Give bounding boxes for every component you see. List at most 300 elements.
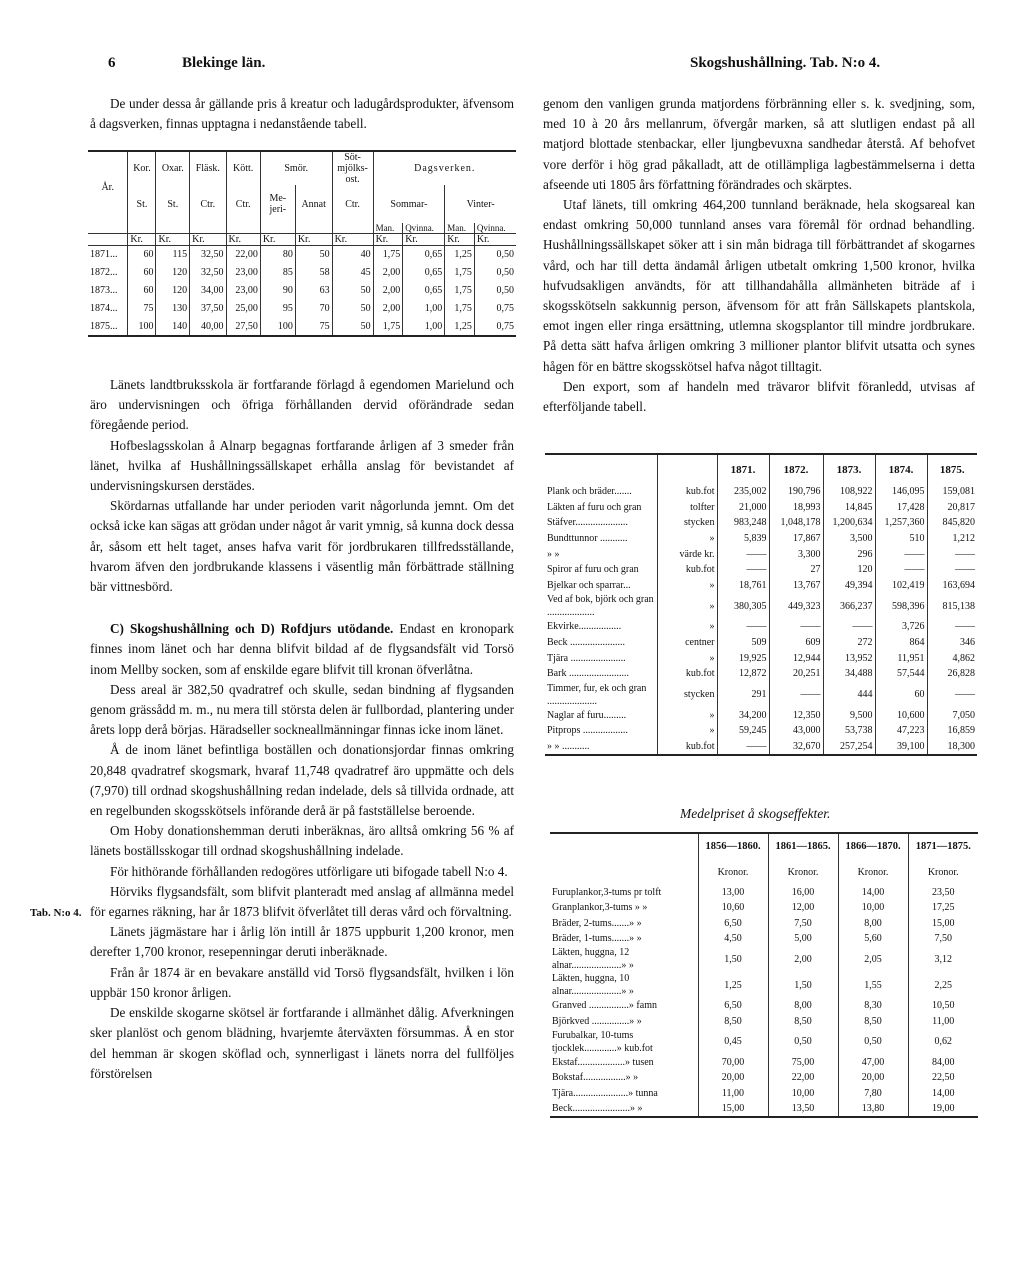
table-row bbox=[88, 246, 516, 264]
th-kr: Kr. bbox=[445, 234, 475, 246]
table-cell: 10,00 bbox=[838, 900, 908, 915]
th-mejeri: Me-jeri- bbox=[260, 185, 295, 223]
th-sotmjolk: Söt-mjölks-ost. bbox=[332, 151, 373, 185]
table-cell: 1,50 bbox=[698, 946, 768, 972]
row-label: Timmer, fur, ek och gran .................... bbox=[547, 682, 647, 707]
table-cell: 2,00 bbox=[373, 282, 403, 300]
row-label: Bokstaf.................» » bbox=[552, 1072, 639, 1084]
table-row bbox=[550, 946, 978, 972]
th-man-2: Man. bbox=[445, 223, 475, 234]
table-cell: 3,726 bbox=[875, 619, 927, 635]
row-unit: centner bbox=[657, 635, 717, 651]
table-cell: 25,00 bbox=[226, 300, 260, 318]
table-cell: 815,138 bbox=[927, 593, 977, 619]
table-cell: 2,00 bbox=[768, 946, 838, 972]
table-row bbox=[545, 708, 977, 724]
table-cell: 609 bbox=[769, 635, 823, 651]
table-cell: 5,60 bbox=[838, 931, 908, 946]
table-cell: 146,095 bbox=[875, 484, 927, 500]
table-row bbox=[550, 998, 978, 1013]
table-row bbox=[545, 739, 977, 756]
table-cell: 598,396 bbox=[875, 593, 927, 619]
table-cell: 8,50 bbox=[838, 1013, 908, 1028]
row-label: Granplankor,3-tums » » bbox=[552, 902, 648, 914]
row-label: Furubalkar, 10-tums tjocklek.............» kub.fot bbox=[552, 1029, 653, 1054]
period-1861-1865: 1861—1865. bbox=[768, 833, 838, 859]
table-cell: 102,419 bbox=[875, 578, 927, 594]
table-cell: 0,50 bbox=[474, 246, 516, 264]
paragraph-kronopark bbox=[90, 619, 514, 680]
table-cell: 140 bbox=[156, 318, 190, 336]
page-number: 6 bbox=[108, 55, 116, 71]
table-cell: —— bbox=[927, 619, 977, 635]
row-label: Björkved ...............» » bbox=[552, 1015, 642, 1027]
row-label: Tjära......................» tunna bbox=[552, 1087, 658, 1099]
table-cell: 7,50 bbox=[908, 931, 978, 946]
row-unit: kub.fot bbox=[657, 739, 717, 756]
table-cell: 17,867 bbox=[769, 531, 823, 547]
table-cell: 23,00 bbox=[226, 282, 260, 300]
year-1872: 1872. bbox=[769, 454, 823, 484]
table-cell: 14,845 bbox=[823, 500, 875, 516]
table-cell: 1,75 bbox=[373, 318, 403, 336]
left-running-title: Blekinge län. bbox=[182, 55, 266, 71]
th-kr: Kr. bbox=[403, 234, 445, 246]
row-unit: stycken bbox=[657, 682, 717, 708]
year-1874: 1874. bbox=[875, 454, 927, 484]
table-cell: 0,50 bbox=[838, 1029, 908, 1055]
table-cell: 7,050 bbox=[927, 708, 977, 724]
paragraph-svedjning: genom den vanligen grunda matjordens förbränning eller s. k. svedjning, som, med 10 à 20 års mellanrum, öfvergår marken, så att slutligen endast på all matjord blottade stenbackar, eller ljungbevuxna sandhedar återstå. Af behofvet vore derför i hög grad påkalladt, att de otillämpliga lagbestämmelserna i detta afseende uti 1805 års författning förändrades och skärptes. bbox=[543, 96, 975, 192]
export-table bbox=[545, 453, 977, 756]
table-cell: —— bbox=[717, 562, 769, 578]
table-row bbox=[88, 300, 516, 318]
table-cell: 20,00 bbox=[698, 1070, 768, 1085]
table-cell: —— bbox=[927, 562, 977, 578]
row-label: Ekvirke................. bbox=[547, 621, 622, 633]
table-cell: 39,100 bbox=[875, 739, 927, 756]
table-cell: 12,350 bbox=[769, 708, 823, 724]
row-unit: kub.fot bbox=[657, 484, 717, 500]
table-cell: 120 bbox=[823, 562, 875, 578]
table-cell: 34,00 bbox=[190, 282, 226, 300]
table-cell: 5,00 bbox=[768, 931, 838, 946]
table-cell: 10,600 bbox=[875, 708, 927, 724]
table-cell: 75 bbox=[295, 318, 332, 336]
table-cell: 11,00 bbox=[698, 1085, 768, 1100]
table-cell: 509 bbox=[717, 635, 769, 651]
table-cell: 22,50 bbox=[908, 1070, 978, 1085]
average-price-table bbox=[550, 832, 978, 1118]
row-label: Beck ...................... bbox=[547, 637, 626, 649]
period-1856-1860: 1856—1860. bbox=[698, 833, 768, 859]
table-cell: 27,50 bbox=[226, 318, 260, 336]
row-label: Furuplankor,3-tums pr tolft bbox=[552, 887, 662, 899]
th-ar: År. bbox=[101, 182, 114, 193]
th-qvinna-1: Qvinna. bbox=[403, 223, 445, 234]
table-cell: 10,60 bbox=[698, 900, 768, 915]
table-cell: 50 bbox=[295, 246, 332, 264]
table-cell: 235,002 bbox=[717, 484, 769, 500]
table-cell: 6,50 bbox=[698, 998, 768, 1013]
th-kr: Kr. bbox=[190, 234, 226, 246]
paragraph-areal: Dess areal är 382,50 qvadratref och skulle, sedan bindning af flygsanden genom grässådd m. m., nu mera till största delen är fullbordad, plantering under årets lopp derå börjas. Häradseller sockneallmänningar finnas icke inom länet. bbox=[90, 681, 514, 738]
paragraph-landtbruksskola: Länets landtbruksskola är fortfarande förlagd å egendomen Marielund och äro undervisningen och öfriga förhållanden dervid oförändrade sedan föregående period. bbox=[90, 377, 514, 433]
left-intro bbox=[90, 94, 514, 134]
table-cell: 13,00 bbox=[698, 885, 768, 900]
table-cell: 163,694 bbox=[927, 578, 977, 594]
margin-note: Tab. N:o 4. bbox=[30, 907, 82, 919]
row-unit: » bbox=[657, 619, 717, 635]
table-cell: 19,00 bbox=[908, 1101, 978, 1117]
table-cell: 0,50 bbox=[474, 264, 516, 282]
table-cell: 60 bbox=[875, 682, 927, 708]
row-unit: värde kr. bbox=[657, 546, 717, 562]
table-row bbox=[88, 282, 516, 300]
row-unit: kub.fot bbox=[657, 666, 717, 682]
table-cell: 1,55 bbox=[838, 972, 908, 998]
left-column bbox=[90, 375, 514, 1084]
table-cell: 10,00 bbox=[768, 1085, 838, 1100]
table-cell: 60 bbox=[128, 264, 156, 282]
table-cell: 70,00 bbox=[698, 1055, 768, 1070]
table-cell: 8,00 bbox=[838, 916, 908, 931]
table-cell: —— bbox=[927, 546, 977, 562]
table-cell: 5,839 bbox=[717, 531, 769, 547]
table-cell: 50 bbox=[332, 282, 373, 300]
th-kr: Kr. bbox=[295, 234, 332, 246]
table-cell: 18,993 bbox=[769, 500, 823, 516]
paragraph-skogsareal: Utaf länets, till omkring 464,200 tunnland beräknade, hela skogsareal kan endast omkring 50,000 tunnland anses vara föremål för ordnad behandling. Hushållningssällskapet söker att i sin mån bidraga till förbättrandet af skogarnes vård, och har till detta ändamål årligen utbetalt omkring 1,500 kronor, hvilka hufvudsakligen användts, för att tillhandahålla allmänheten biträde af i skogsskötseln sakkunnig person, äfvensom för att från Sällskapets plantskola, emot ingen eller ringa ersättning, utlemna skogsplantor till mindre jordbrukare. På detta sätt hafva årligen omkring 3 millioner plantor blifvit utsatta och synes hågen för en bättre skogsskötsel hafva något tilltagit. bbox=[543, 197, 975, 374]
average-price-table-body bbox=[550, 885, 978, 1117]
table-cell: 75 bbox=[128, 300, 156, 318]
table-row bbox=[545, 619, 977, 635]
th-ctr-3: Ctr. bbox=[332, 185, 373, 223]
table-cell: 32,50 bbox=[190, 264, 226, 282]
table-cell: 7,80 bbox=[838, 1085, 908, 1100]
table-cell: 1,257,360 bbox=[875, 515, 927, 531]
table-cell: 34,488 bbox=[823, 666, 875, 682]
row-label: Stäfver..................... bbox=[547, 517, 628, 529]
price-table-body bbox=[88, 246, 516, 336]
table-cell: 0,65 bbox=[403, 246, 445, 264]
row-unit: kub.fot bbox=[657, 562, 717, 578]
table-row bbox=[550, 1085, 978, 1100]
table-cell: —— bbox=[717, 619, 769, 635]
row-unit: tolfter bbox=[657, 500, 717, 516]
row-label: Ved af bok, björk och gran ................... bbox=[547, 594, 654, 619]
table-cell: 108,922 bbox=[823, 484, 875, 500]
table-cell: 60 bbox=[128, 246, 156, 264]
table-row bbox=[545, 500, 977, 516]
table-cell: 85 bbox=[260, 264, 295, 282]
table-row bbox=[545, 562, 977, 578]
table-cell: 27 bbox=[769, 562, 823, 578]
table-row bbox=[545, 578, 977, 594]
table-cell: 1,25 bbox=[445, 246, 475, 264]
table-row bbox=[545, 650, 977, 666]
unit-kronor: Kronor. bbox=[908, 859, 978, 885]
table-cell: 16,00 bbox=[768, 885, 838, 900]
table-cell: 296 bbox=[823, 546, 875, 562]
table-cell: 1,75 bbox=[445, 264, 475, 282]
table-cell: 1,75 bbox=[445, 282, 475, 300]
paragraph-export: Den export, som af handeln med trävaror blifvit föranledd, utvisas af efterföljande tabell. bbox=[543, 378, 975, 415]
table-cell: 0,75 bbox=[474, 318, 516, 336]
table-cell: 53,738 bbox=[823, 723, 875, 739]
table-cell: 11,951 bbox=[875, 650, 927, 666]
table-cell: 95 bbox=[260, 300, 295, 318]
table-cell: —— bbox=[769, 682, 823, 708]
row-year: 1872... bbox=[90, 267, 118, 278]
table-row bbox=[550, 1055, 978, 1070]
table-cell: 2,00 bbox=[373, 264, 403, 282]
table-cell: 8,50 bbox=[698, 1013, 768, 1028]
table-cell: 3,300 bbox=[769, 546, 823, 562]
table-cell: 2,05 bbox=[838, 946, 908, 972]
table-cell: 366,237 bbox=[823, 593, 875, 619]
table-cell: 45 bbox=[332, 264, 373, 282]
row-unit: » bbox=[657, 708, 717, 724]
table-row bbox=[550, 1070, 978, 1085]
th-smor: Smör. bbox=[260, 151, 332, 185]
table-cell: —— bbox=[823, 619, 875, 635]
th-annat: Annat bbox=[295, 185, 332, 223]
table-cell: 8,00 bbox=[768, 998, 838, 1013]
table-cell: 380,305 bbox=[717, 593, 769, 619]
table-cell: 0,50 bbox=[768, 1029, 838, 1055]
table-cell: 845,820 bbox=[927, 515, 977, 531]
table-cell: 100 bbox=[128, 318, 156, 336]
table-cell: 63 bbox=[295, 282, 332, 300]
table-cell: 40 bbox=[332, 246, 373, 264]
th-kr: Kr. bbox=[156, 234, 190, 246]
table-cell: 272 bbox=[823, 635, 875, 651]
table-row bbox=[545, 682, 977, 708]
price-table bbox=[88, 150, 516, 337]
table-cell: 0,45 bbox=[698, 1029, 768, 1055]
th-dagsverken: Dagsverken. bbox=[373, 151, 516, 185]
table-row bbox=[550, 1029, 978, 1055]
table-row bbox=[88, 264, 516, 282]
table-cell: 2,00 bbox=[373, 300, 403, 318]
row-year: 1871... bbox=[90, 249, 118, 261]
section-title: C) Skogshushållning och D) Rofdjurs utödande. bbox=[110, 621, 394, 637]
year-1875: 1875. bbox=[927, 454, 977, 484]
row-label: Bjelkar och sparrar... bbox=[547, 579, 631, 591]
table-row bbox=[545, 593, 977, 619]
table-cell: —— bbox=[927, 682, 977, 708]
th-kr: Kr. bbox=[373, 234, 403, 246]
paragraph-bevakare: Från år 1874 är en bevakare anställd vid Torsö flygsandsfält, hvilken i lön uppbär 150 kronor årligen. bbox=[90, 964, 514, 1000]
row-label: Läkten, huggna, 12 alnar....................» » bbox=[552, 947, 634, 972]
table-cell: —— bbox=[717, 546, 769, 562]
th-ctr-2: Ctr. bbox=[226, 185, 260, 223]
table-cell: 0,65 bbox=[403, 264, 445, 282]
table-cell: 3,500 bbox=[823, 531, 875, 547]
table-cell: 1,00 bbox=[403, 300, 445, 318]
table-cell: 22,00 bbox=[768, 1070, 838, 1085]
table-cell: 23,50 bbox=[908, 885, 978, 900]
table-row bbox=[550, 972, 978, 998]
table-cell: 1,25 bbox=[445, 318, 475, 336]
row-label: Läkten af furu och gran bbox=[547, 501, 642, 513]
table-cell: 2,25 bbox=[908, 972, 978, 998]
table-cell: 21,000 bbox=[717, 500, 769, 516]
table-cell: 444 bbox=[823, 682, 875, 708]
intro-paragraph: De under dessa år gällande pris å kreatur och ladugårdsprodukter, äfvensom å dagsverken, finnas upptagna i nedanstående tabell. bbox=[90, 96, 514, 132]
table-cell: 12,872 bbox=[717, 666, 769, 682]
row-label: Bräder, 1-tums.......» » bbox=[552, 933, 642, 945]
table-cell: 9,500 bbox=[823, 708, 875, 724]
table-cell: 57,544 bbox=[875, 666, 927, 682]
table-cell: 17,25 bbox=[908, 900, 978, 915]
table-cell: 17,428 bbox=[875, 500, 927, 516]
table-cell: 13,50 bbox=[768, 1101, 838, 1117]
th-st-1: St. bbox=[128, 185, 156, 223]
table-cell: 7,50 bbox=[768, 916, 838, 931]
row-unit: » bbox=[657, 650, 717, 666]
table-cell: 26,828 bbox=[927, 666, 977, 682]
table-cell: —— bbox=[875, 546, 927, 562]
average-price-caption: Medelpriset å skogseffekter. bbox=[680, 806, 831, 821]
table-cell: 0,75 bbox=[474, 300, 516, 318]
table-cell: 1,048,178 bbox=[769, 515, 823, 531]
table-row bbox=[545, 531, 977, 547]
row-year: 1875... bbox=[90, 320, 118, 332]
table-cell: 159,081 bbox=[927, 484, 977, 500]
table-cell: 22,00 bbox=[226, 246, 260, 264]
table-cell: 12,944 bbox=[769, 650, 823, 666]
table-cell: 449,323 bbox=[769, 593, 823, 619]
th-sommar: Sommar- bbox=[373, 185, 445, 223]
table-cell: 18,761 bbox=[717, 578, 769, 594]
table-row bbox=[545, 484, 977, 500]
table-cell: 13,952 bbox=[823, 650, 875, 666]
table-cell: 18,300 bbox=[927, 739, 977, 756]
table-cell: 13,767 bbox=[769, 578, 823, 594]
table-cell: 4,862 bbox=[927, 650, 977, 666]
table-cell: 100 bbox=[260, 318, 295, 336]
table-cell: 3,12 bbox=[908, 946, 978, 972]
table-cell: 16,859 bbox=[927, 723, 977, 739]
table-cell: 32,50 bbox=[190, 246, 226, 264]
table-cell: 346 bbox=[927, 635, 977, 651]
table-row bbox=[550, 900, 978, 915]
paragraph-bostallen: Å de inom länet befintliga boställen och donationsjordar finnas omkring 20,848 qvadratref skogsmark, hvaraf 11,748 qvadratref äro uppmätte och dels (7,970) till ordnad skogshushållning redan indelade, dels så tillvida ordnade, att en regelbunden skogsskötsels införande derå är på fastställelse beroende. bbox=[90, 742, 514, 819]
row-label: Granved ................» famn bbox=[552, 1000, 657, 1012]
table-cell: 0,65 bbox=[403, 282, 445, 300]
table-cell: 14,00 bbox=[908, 1085, 978, 1100]
paragraph-kronopark-text: Endast en kronopark finnes inom länet och har denna blifvit bildad af de flygsandsfält vid Torsö inom Mellby socken, som af enskilde egare blifvit till kronan öfverlåtna. bbox=[90, 621, 514, 677]
table-cell: 8,30 bbox=[838, 998, 908, 1013]
row-unit: » bbox=[657, 593, 717, 619]
table-cell: —— bbox=[769, 619, 823, 635]
table-cell: 12,00 bbox=[768, 900, 838, 915]
table-cell: 257,254 bbox=[823, 739, 875, 756]
table-cell: 90 bbox=[260, 282, 295, 300]
th-flask: Fläsk. bbox=[190, 151, 226, 185]
table-cell: 0,50 bbox=[474, 282, 516, 300]
row-unit: » bbox=[657, 578, 717, 594]
row-label: Läkten, huggna, 10 alnar....................» » bbox=[552, 973, 634, 998]
table-row bbox=[545, 723, 977, 739]
paragraph-hofbeslag: Hofbeslagsskolan å Alnarp begagnas fortfarande årligen af 3 smeder från länet, hvilka af Hushållningssällskapet erhålla anslag för bevistandet af undervisningskursen derstädes. bbox=[90, 437, 514, 494]
table-cell: 19,925 bbox=[717, 650, 769, 666]
table-cell: 1,212 bbox=[927, 531, 977, 547]
table-cell: 120 bbox=[156, 282, 190, 300]
table-row bbox=[545, 635, 977, 651]
row-label: Beck.......................» » bbox=[552, 1102, 643, 1114]
th-kor: Kor. bbox=[128, 151, 156, 185]
th-ctr-1: Ctr. bbox=[190, 185, 226, 223]
th-kr: Kr. bbox=[128, 234, 156, 246]
table-row bbox=[550, 1013, 978, 1028]
row-unit: stycken bbox=[657, 515, 717, 531]
th-kr: Kr. bbox=[474, 234, 516, 246]
unit-kronor: Kronor. bbox=[768, 859, 838, 885]
row-label: Bräder, 2-tums.......» » bbox=[552, 917, 642, 929]
table-cell: 8,50 bbox=[768, 1013, 838, 1028]
unit-kronor: Kronor. bbox=[698, 859, 768, 885]
th-qvinna-2: Qvinna. bbox=[474, 223, 516, 234]
table-cell: 1,200,634 bbox=[823, 515, 875, 531]
row-label: Naglar af furu......... bbox=[547, 709, 627, 721]
table-cell: —— bbox=[875, 562, 927, 578]
paragraph-jagmastare: Länets jägmästare har i årlig lön intill år 1875 uppburit 1,200 kronor, men derefter 1,700 kronor, resepenningar deruti inberäknade. bbox=[90, 924, 514, 960]
table-cell: 20,251 bbox=[769, 666, 823, 682]
table-cell: 75,00 bbox=[768, 1055, 838, 1070]
row-label: Bundttunnor ........... bbox=[547, 533, 628, 545]
table-cell: 47,223 bbox=[875, 723, 927, 739]
period-1866-1870: 1866—1870. bbox=[838, 833, 908, 859]
table-row bbox=[550, 931, 978, 946]
table-cell: 34,200 bbox=[717, 708, 769, 724]
table-cell: 37,50 bbox=[190, 300, 226, 318]
table-cell: 43,000 bbox=[769, 723, 823, 739]
table-cell: 32,670 bbox=[769, 739, 823, 756]
table-cell: 1,75 bbox=[445, 300, 475, 318]
row-label: » » ........... bbox=[547, 741, 590, 753]
table-row bbox=[545, 546, 977, 562]
table-cell: 190,796 bbox=[769, 484, 823, 500]
row-label: Pitprops .................. bbox=[547, 725, 628, 737]
th-kott: Kött. bbox=[226, 151, 260, 185]
table-cell: 120 bbox=[156, 264, 190, 282]
right-column bbox=[543, 94, 975, 417]
table-cell: 50 bbox=[332, 318, 373, 336]
table-row bbox=[550, 916, 978, 931]
table-cell: 0,62 bbox=[908, 1029, 978, 1055]
table-cell: 20,817 bbox=[927, 500, 977, 516]
table-cell: 84,00 bbox=[908, 1055, 978, 1070]
table-cell: 50 bbox=[332, 300, 373, 318]
table-row bbox=[550, 885, 978, 900]
row-unit: » bbox=[657, 723, 717, 739]
row-year: 1873... bbox=[90, 285, 118, 296]
table-row bbox=[545, 666, 977, 682]
th-kr: Kr. bbox=[260, 234, 295, 246]
table-cell: 983,248 bbox=[717, 515, 769, 531]
table-cell: 14,00 bbox=[838, 885, 908, 900]
table-cell: 6,50 bbox=[698, 916, 768, 931]
th-vinter: Vinter- bbox=[445, 185, 516, 223]
table-cell: 115 bbox=[156, 246, 190, 264]
table-cell: 4,50 bbox=[698, 931, 768, 946]
th-kr: Kr. bbox=[332, 234, 373, 246]
paragraph-tabell: För hithörande förhållanden redogöres utförligare uti bifogade tabell N:o 4. bbox=[110, 863, 508, 879]
table-cell: 60 bbox=[128, 282, 156, 300]
